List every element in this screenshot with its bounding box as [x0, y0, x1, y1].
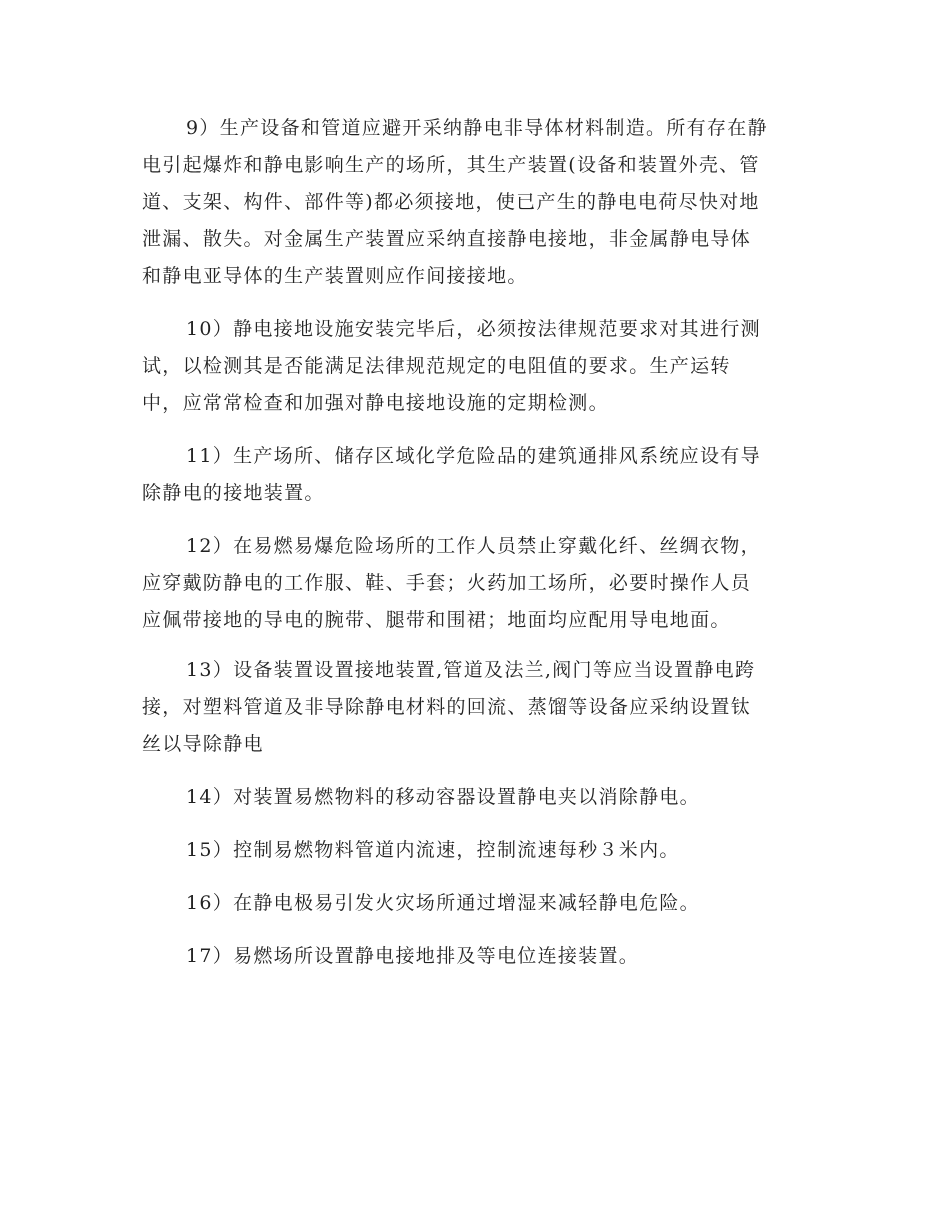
- paragraph-13: 13）设备装置设置接地装置,管道及法兰,阀门等应当设置静电跨 接，对塑料管道及非导除静电材料的回流、蒸馏等设备应采纳设置钛 丝以导除静电: [142, 659, 756, 755]
- paragraph-11: 11）生产场所、储存区域化学危险品的建筑通排风系统应设有导 除静电的接地装置。: [142, 445, 761, 504]
- paragraph-9: 9）生产设备和管道应避开采纳静电非导体材料制造。所有存在静 电引起爆炸和静电影响生产的场所，其生产装置(设备和装置外壳、管 道、支架、构件、部件等)都必须接地，使已产生的静电电荷尽快对地 泄漏、散失。对金属生产装置应采纳直接静电接地，非金属静电导体 和静电亚导体的生产装置则应作间接接地。: [142, 117, 768, 287]
- paragraph-15: 15）控制易燃物料管道内流速，控制流速每秒３米内。: [186, 839, 680, 861]
- paragraph-12: 12）在易燃易爆危险场所的工作人员禁止穿戴化纤、丝绸衣物， 应穿戴防静电的工作服、鞋、手套；火药加工场所，必要时操作人员 应佩带接地的导电的腕带、腿带和围裙；地面均应配用导电地面。: [142, 535, 761, 631]
- paragraph-16: 16）在静电极易引发火灾场所通过增湿来减轻静电危险。: [186, 892, 700, 914]
- paragraph-17: 17）易燃场所设置静电接地排及等电位连接装置。: [186, 945, 640, 967]
- paragraph-14: 14）对装置易燃物料的移动容器设置静电夹以消除静电。: [186, 786, 700, 808]
- paragraph-10: 10）静电接地设施安装完毕后，必须按法律规范要求对其进行测 试，以检测其是否能满足法律规范规定的电阻值的要求。生产运转 中，应常常检查和加强对静电接地设施的定期检测。: [142, 318, 761, 414]
